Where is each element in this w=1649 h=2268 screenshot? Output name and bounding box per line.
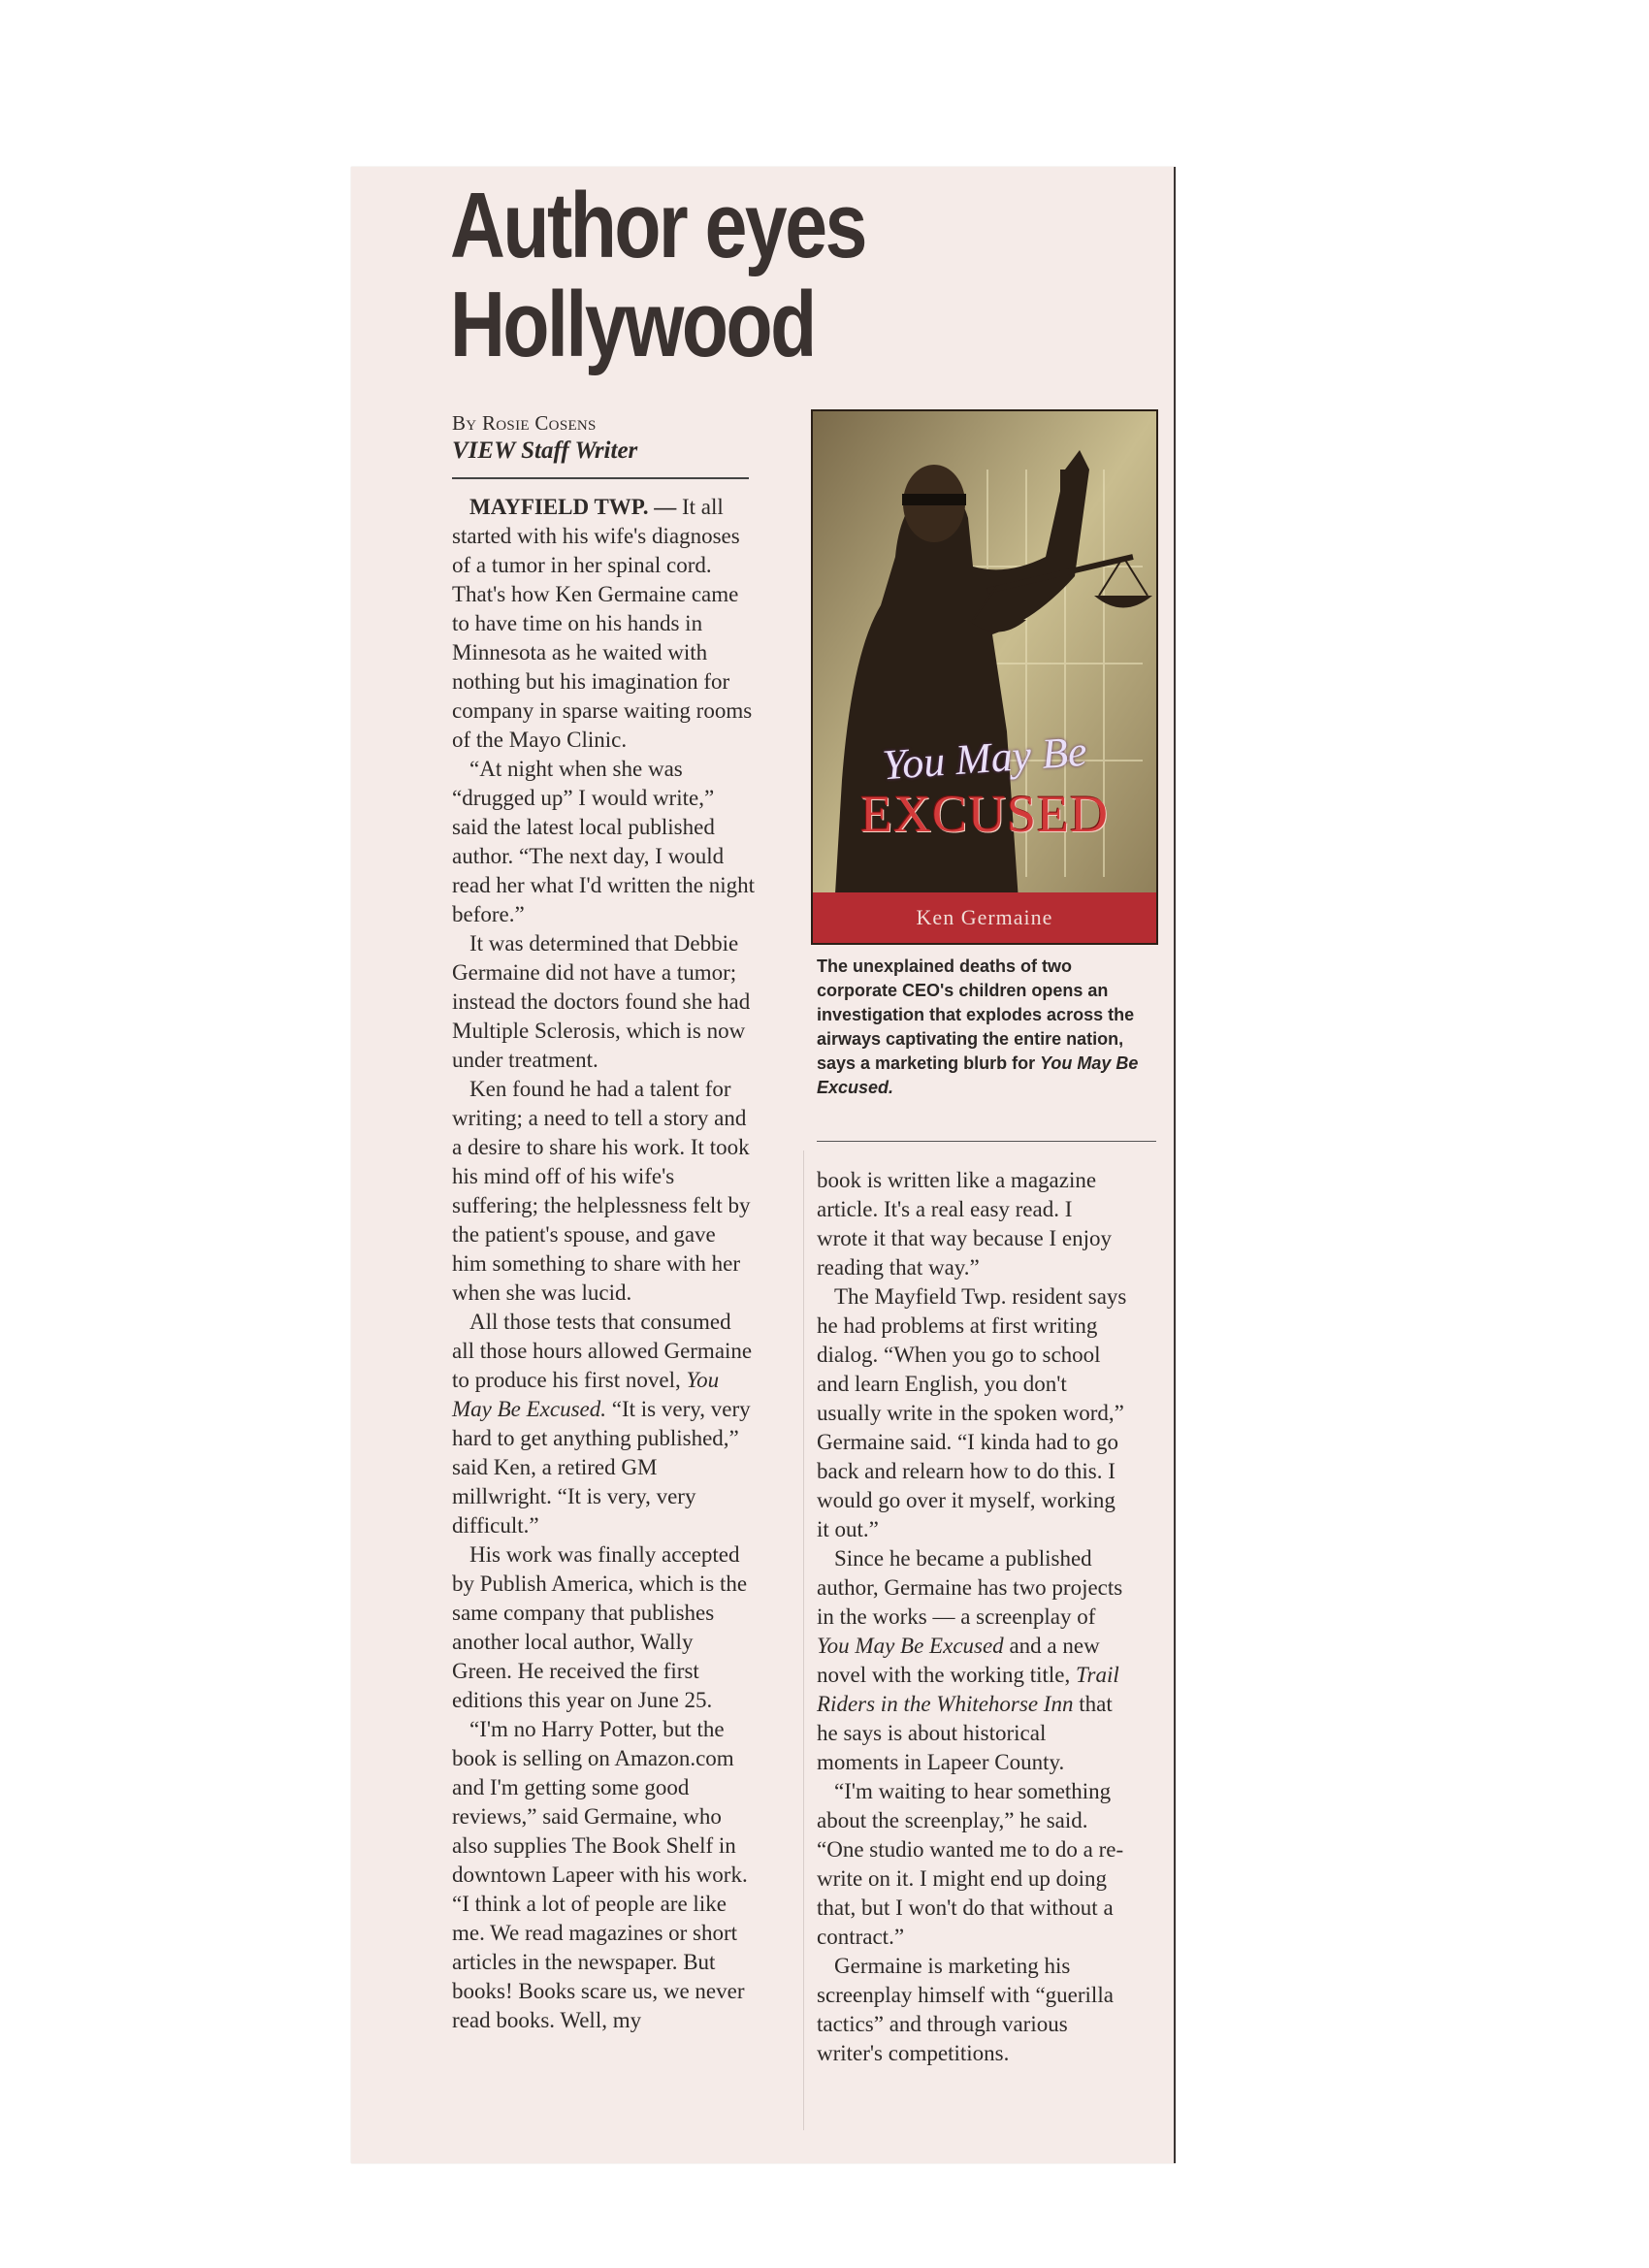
paragraph (817, 1544, 1127, 1777)
paragraph-text: and a new novel with the working title, (817, 1634, 1100, 1687)
paragraph: Ken found he had a talent for writing; a need to tell a story and a desire to share his work. It took his mind off of his wife's suffering; the helplessness felt by the patient's spouse, and gave him something to share with her when she was lucid. (452, 1077, 751, 1305)
clipping-edge-rule (1174, 167, 1176, 2163)
lady-justice-illustration (813, 411, 1156, 943)
cover-title: You May Be (881, 727, 1088, 790)
paragraph: “I'm waiting to hear something about the screenplay,” he said. “One studio wanted me to do a re-write on it. I might end up doing that, but I won't do that without a contract.” (817, 1779, 1124, 1949)
book-title: You May Be Excused. (452, 1368, 720, 1421)
paragraph: “At night when she was “drugged up” I would write,” said the latest local published author. “The next day, I would read her what I'd written the night before.” (452, 757, 755, 926)
article-column-1 (452, 493, 755, 2035)
byline (452, 411, 753, 465)
cover-subtitle: EXCUSED (859, 785, 1109, 843)
article-column-2 (817, 1166, 1127, 2068)
headline-line-2: Hollywood (450, 273, 815, 376)
newspaper-clipping (351, 167, 1176, 2163)
paragraph: Germaine is marketing his screenplay himself with “guerilla tactics” and through various writer's competitions. (817, 1954, 1114, 2065)
caption-divider (817, 1141, 1156, 1142)
column-gap (803, 1150, 804, 2130)
book-cover-image (811, 409, 1158, 945)
paragraph (452, 1308, 755, 1540)
dateline: MAYFIELD TWP. — (469, 495, 677, 519)
paragraph: The Mayfield Twp. resident says he had problems at first writing dialog. “When you go to school and learn English, you don't usually write in the spoken word,” Germaine said. “I kinda had to go back and relearn how to do this. I would go over it myself, working it out.” (817, 1284, 1127, 1541)
byline-role: VIEW Staff Writer (452, 437, 638, 464)
image-caption (817, 955, 1156, 1100)
paragraph-text: that he says is about historical moments in Lapeer County. (817, 1692, 1113, 1774)
paragraph-text: Since he became a published author, Germaine has two projects in the works — a screenplay of (817, 1546, 1123, 1629)
caption-book-title: You May Be Excused. (817, 1053, 1139, 1097)
book-title: You May Be Excused (817, 1634, 1004, 1658)
paragraph: “I'm no Harry Potter, but the book is selling on Amazon.com and I'm getting some good reviews,” said Germaine, who also supplies The Book Shelf in downtown Lapeer with his work. “I think a lot of people are like me. We read magazines or short articles in the newspaper. But books! Books scare us, we never read books. Well, my (452, 1717, 748, 2032)
book-title: Trail Riders in the Whitehorse Inn (817, 1663, 1119, 1716)
cover-author-band: Ken Germaine (813, 892, 1156, 943)
byline-divider (452, 477, 749, 479)
byline-author: By Rosie Cosens (452, 411, 597, 435)
paragraph (452, 493, 755, 755)
headline-line-1: Author eyes (450, 174, 865, 277)
paragraph-text: All those tests that consumed all those hours allowed Germaine to produce his first novel, (452, 1310, 753, 1392)
headline (450, 174, 1007, 376)
paragraph-text: It all started with his wife's diagnoses of a tumor in her spinal cord. That's how Ken Germaine came to have time on his hands in Minnesota as he waited with nothing but his imagination for company in sparse waiting rooms of the Mayo Clinic. (452, 495, 753, 752)
paragraph-text: “It is very, very hard to get anything published,” said Ken, a retired GM millwright. “It is very, very difficult.” (452, 1397, 751, 1538)
paragraph: His work was finally accepted by Publish America, which is the same company that publishes another local author, Wally Green. He received the first editions this year on June 25. (452, 1542, 748, 1712)
caption-text: The unexplained deaths of two corporate CEO's children opens an investigation that explodes across the airways captivating the entire nation, says a marketing blurb for (817, 956, 1135, 1073)
paragraph: book is written like a magazine article. It's a real easy read. I wrote it that way because I enjoy reading that way.” (817, 1168, 1112, 1280)
paragraph: It was determined that Debbie Germaine did not have a tumor; instead the doctors found she had Multiple Sclerosis, which is now under treatment. (452, 931, 751, 1072)
